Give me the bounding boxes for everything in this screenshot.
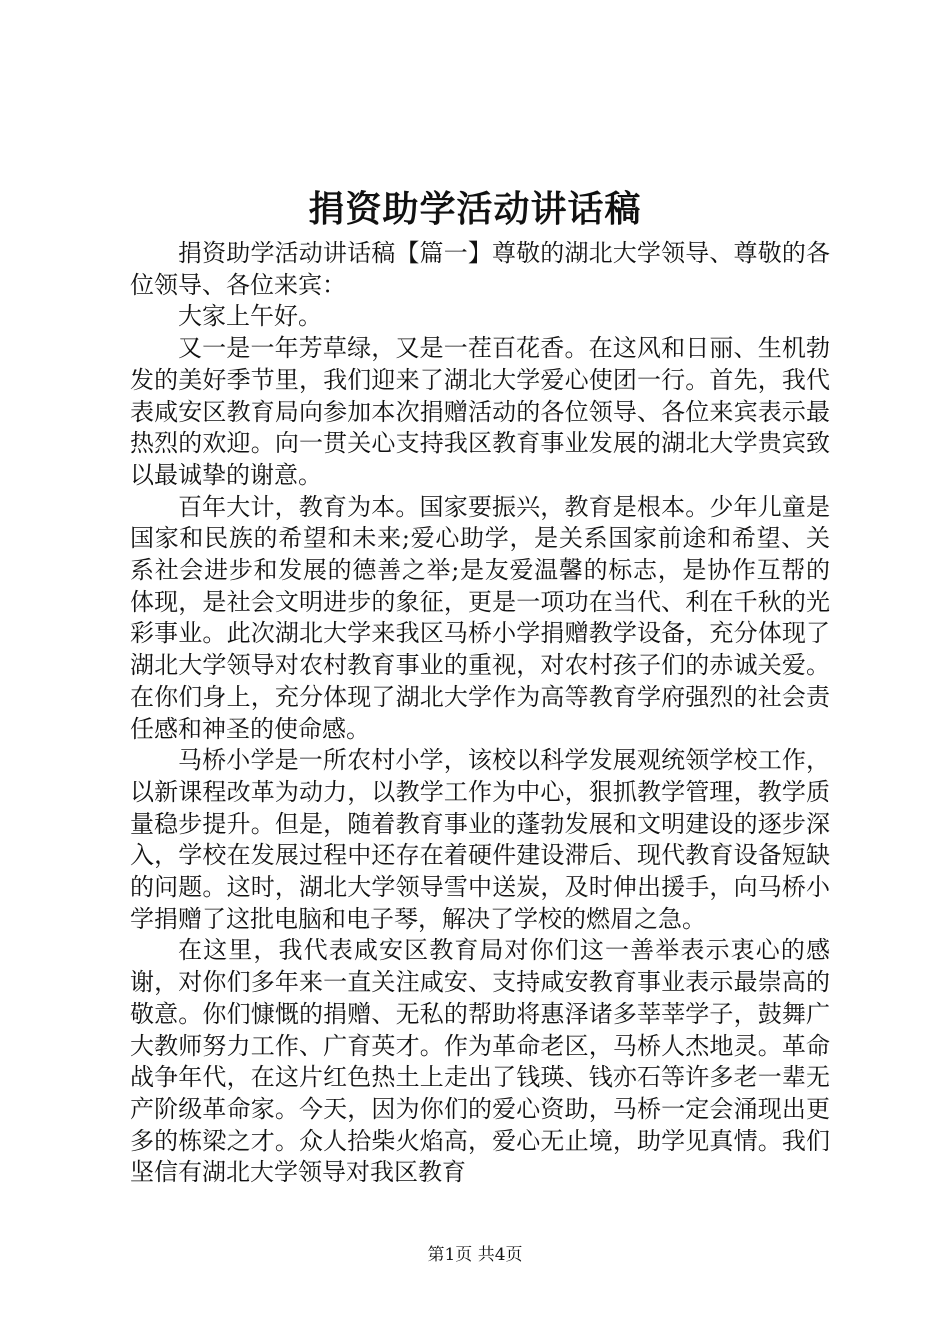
paragraph-thanks: 在这里，我代表咸安区教育局对你们这一善举表示衷心的感谢，对你们多年来一直关注咸安、支持咸安教育事业表示最崇高的敬意。你们慷慨的捐赠、无私的帮助将惠泽诸多莘莘学子，鼓舞广大教师努力工作、广育英才。作为革命老区，马桥人杰地灵。革命战争年代，在这片红色热土上走出了钱瑛、钱亦石等许多老一辈无产阶级革命家。今天，因为你们的爱心资助，马桥一定会涌现出更多的栋梁之才。众人拾柴火焰高，爱心无止境，助学见真情。我们坚信有湖北大学领导对我区教育: [130, 936, 830, 1187]
document-body: [130, 238, 830, 1189]
paragraph-greeting: 大家上午好。: [178, 302, 322, 331]
paragraph-education: 百年大计，教育为本。国家要振兴，教育是根本。少年儿童是国家和民族的希望和未来;爱心助学，是关系国家前途和希望、关系社会进步和发展的德善之举;是友爱温馨的标志，是协作互帮的体现，是社会文明进步的象征，更是一项功在当代、利在千秋的光彩事业。此次湖北大学来我区马桥小学捐赠教学设备，充分体现了湖北大学领导对农村教育事业的重视，对农村孩子们的赤诚关爱。在你们身上，充分体现了湖北大学作为高等教育学府强烈的社会责任感和神圣的使命感。: [130, 492, 830, 743]
page-number-footer: 第1页 共4页: [427, 1245, 523, 1265]
document-title: 捐资助学活动讲话稿: [308, 189, 642, 230]
paragraph-school: 马桥小学是一所农村小学，该校以科学发展观统领学校工作，以新课程改革为动力，以教学工作为中心，狠抓教学管理，教学质量稳步提升。但是，随着教育事业的蓬勃发展和文明建设的逐步深入，学校在发展过程中还存在着硬件建设滞后、现代教育设备短缺的问题。这时，湖北大学领导雪中送炭，及时伸出援手，向马桥小学捐赠了这批电脑和电子琴，解决了学校的燃眉之急。: [130, 746, 830, 933]
paragraph-welcome: 又一是一年芳草绿，又是一茬百花香。在这风和日丽、生机勃发的美好季节里，我们迎来了湖北大学爱心使团一行。首先，我代表咸安区教育局向参加本次捐赠活动的各位领导、各位来宾表示最热烈的欢迎。向一贯关心支持我区教育事业发展的湖北大学贵宾致以最诚挚的谢意。: [130, 334, 830, 489]
paragraph-salutation: 捐资助学活动讲话稿【篇一】尊敬的湖北大学领导、尊敬的各位领导、各位来宾：: [130, 239, 830, 299]
